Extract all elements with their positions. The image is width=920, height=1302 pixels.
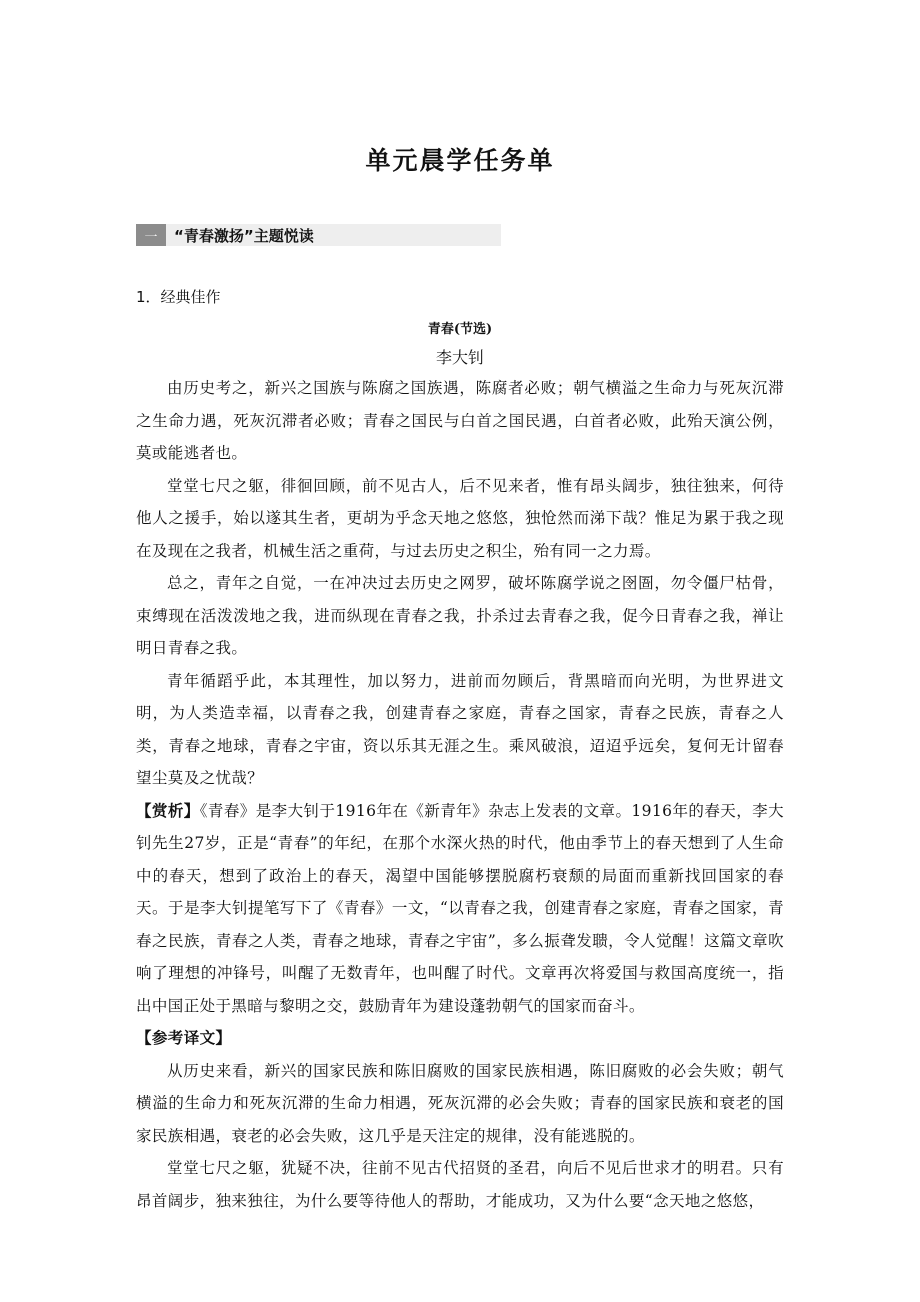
section-number: 一 bbox=[136, 224, 166, 246]
analysis-tag: 【赏析】 bbox=[136, 801, 200, 820]
document-body bbox=[136, 372, 784, 1217]
poem-title: 青春(节选) bbox=[427, 322, 493, 337]
translation-tag: 【参考译文】 bbox=[136, 1029, 232, 1047]
page-title: 单元晨学任务单 bbox=[365, 146, 555, 175]
translation-paragraph: 堂堂七尺之躯，犹疑不决，往前不见古代招贤的圣君，向后不见后世求才的明君。只有昂首阔步，独来独往，为什么要等待他人的帮助，才能成功，又为什么要“念天地之悠悠， bbox=[136, 1159, 784, 1210]
section-header bbox=[136, 224, 501, 246]
poem-paragraph: 青年循蹈乎此，本其理性，加以努力，进前而勿顾后，背黑暗而向光明，为世界进文明，为人类造幸福，以青春之我，创建青春之家庭，青春之国家，青春之民族，青春之人类，青春之地球，青春之宇宙，资以乐其无涯之生。乘风破浪，迢迢乎远矣，复何无计留春望尘莫及之忧哉？ bbox=[136, 671, 784, 787]
poem-paragraph: 堂堂七尺之躯，徘徊回顾，前不见古人，后不见来者，惟有昂头阔步，独往独来，何待他人之援手，始以遂其生者，更胡为乎念天地之悠悠，独怆然而涕下哉？惟足为累于我之现在及现在之我者，机械生活之重荷，与过去历史之积尘，殆有同一之力焉。 bbox=[136, 476, 784, 560]
poem-paragraph: 总之，青年之自觉，一在冲决过去历史之网罗，破坏陈腐学说之囹圄，勿令僵尸枯骨，束缚现在活泼泼地之我，进而纵现在青春之我，扑杀过去青春之我，促今日青春之我，禅让明日青春之我。 bbox=[136, 574, 784, 657]
item-heading: 1．经典佳作 bbox=[136, 288, 221, 306]
analysis-paragraph bbox=[136, 795, 784, 1023]
analysis-text: 《青春》是李大钊于1916年在《新青年》杂志上发表的文章。1916年的春天，李大钊先生27岁，正是“青春”的年纪，在那个水深火热的时代，他由季节上的春天想到了人生命中的春天，想到了政治上的春天，渴望中国能够摆脱腐朽衰颓的局面而重新找回国家的春天。于是李大钊提笔写下了《青春》一文，“以青春之我，创建青春之家庭，青春之国家，青春之民族，青春之人类，青春之地球，青春之宇宙”，多么振聋发聩，令人觉醒！这篇文章吹响了理想的冲锋号，叫醒了无数青年，也叫醒了时代。文章再次将爱国与救国高度统一，指出中国正处于黑暗与黎明之交，鼓励青年为建设蓬勃朝气的国家而奋斗。 bbox=[136, 801, 784, 1015]
translation-heading bbox=[136, 1022, 784, 1055]
poem-author: 李大钊 bbox=[435, 348, 484, 367]
translation-paragraph: 从历史来看，新兴的国家民族和陈旧腐败的国家民族相遇，陈旧腐败的必会失败；朝气横溢的生命力和死灰沉滞的生命力相遇，死灰沉滞的必会失败；青春的国家民族和衰老的国家民族相遇，衰老的必会失败，这几乎是天注定的规律，没有能逃脱的。 bbox=[136, 1061, 784, 1145]
poem-paragraph: 由历史考之，新兴之国族与陈腐之国族遇，陈腐者必败；朝气横溢之生命力与死灰沉滞之生命力遇，死灰沉滞者必败；青春之国民与白首之国民遇，白首者必败，此殆天演公例，莫或能逃者也。 bbox=[136, 379, 784, 462]
section-label: “青春激扬”主题悦读 bbox=[174, 226, 314, 245]
